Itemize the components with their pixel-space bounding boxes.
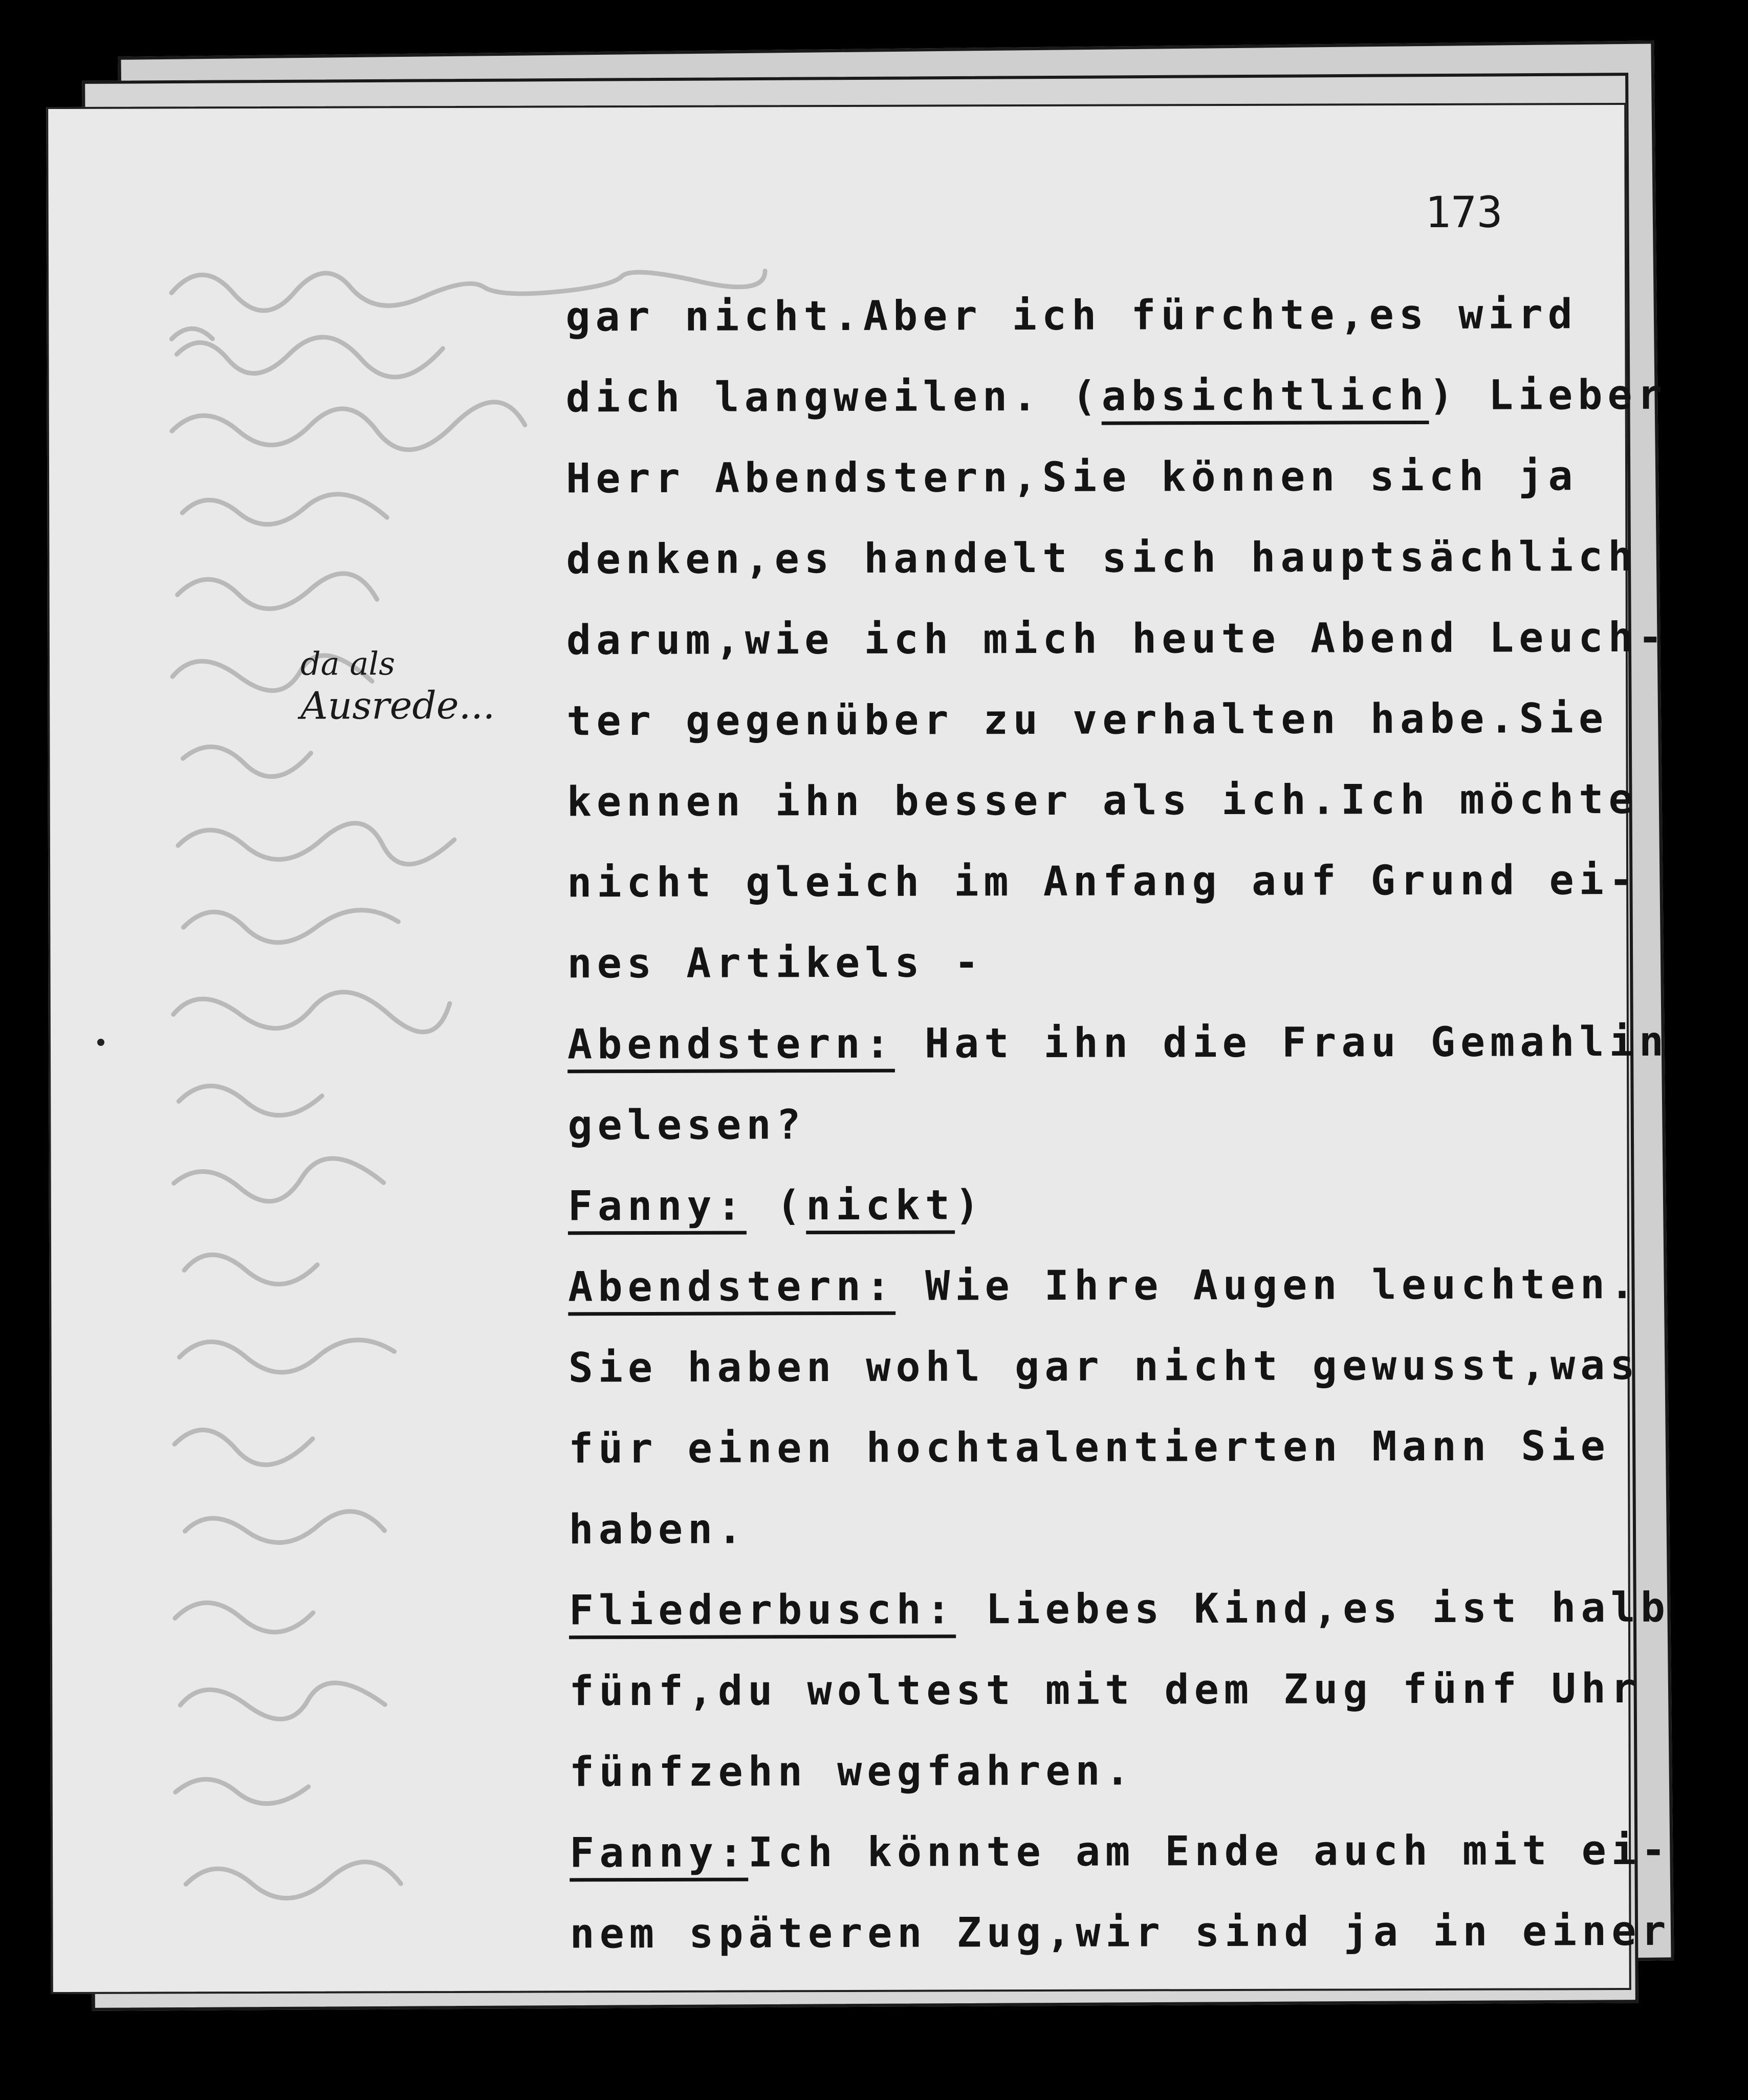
page-number: 173 xyxy=(1425,187,1503,237)
line-text: Ich könnte am Ende auch mit ei- xyxy=(748,1826,1671,1876)
line-text: kennen ihn besser als ich.Ich möchte xyxy=(566,775,1638,826)
text-line xyxy=(568,1163,1617,1246)
speaker-name: Fliederbusch: xyxy=(569,1585,956,1634)
text-line xyxy=(568,1325,1640,1408)
line-text: nem späteren Zug,wir sind ja in einer xyxy=(570,1907,1671,1958)
line-text: Herr Abendstern,Sie können sich ja xyxy=(565,452,1578,502)
line-text: denken,es handelt sich hauptsächlich xyxy=(566,532,1638,583)
text-line xyxy=(570,1891,1671,1974)
line-text: ) xyxy=(954,1181,985,1229)
line-text: Hat ihn die Frau Gemahlin xyxy=(894,1017,1669,1067)
stage-direction: nickt xyxy=(805,1181,955,1230)
line-text: fünfzehn wegfahren. xyxy=(569,1746,1135,1796)
text-line xyxy=(566,435,1615,519)
text-line xyxy=(566,678,1615,761)
speaker-name: Fanny: xyxy=(569,1828,749,1877)
text-line xyxy=(569,1648,1641,1732)
line-text: Sie haben wohl gar nicht gewusst,was xyxy=(568,1341,1640,1392)
text-line xyxy=(566,597,1668,681)
text-line xyxy=(568,1244,1640,1327)
speaker-name: Fanny: xyxy=(567,1182,747,1230)
ink-speck xyxy=(97,1039,104,1046)
line-text: ter gegenüber zu verhalten habe.Sie xyxy=(566,694,1609,745)
line-text: Wie Ihre Augen leuchten. xyxy=(895,1260,1640,1310)
line-text: fünf,du woltest mit dem Zug fünf Uhr xyxy=(569,1664,1641,1715)
line-text: ( xyxy=(746,1182,806,1230)
line-text: Liebes Kind,es ist halb xyxy=(955,1583,1671,1633)
line-text: darum,wie ich mich heute Abend Leuch- xyxy=(566,613,1668,664)
text-line xyxy=(569,1810,1671,1893)
text-line xyxy=(569,1567,1671,1651)
text-line xyxy=(567,921,1616,1004)
text-line xyxy=(565,274,1614,357)
margin-note-line1: da als xyxy=(300,645,396,683)
speaker-name: Abendstern: xyxy=(568,1262,896,1311)
text-line xyxy=(566,759,1638,842)
line-text: haben. xyxy=(569,1505,748,1554)
line-text: gelesen? xyxy=(567,1101,806,1149)
text-line xyxy=(567,840,1639,923)
handwritten-margin-note xyxy=(300,643,495,727)
text-line xyxy=(567,1082,1616,1166)
text-line xyxy=(569,1406,1618,1489)
text-line xyxy=(567,1001,1669,1085)
typescript-text xyxy=(565,274,1671,1974)
text-line xyxy=(569,1729,1618,1812)
line-text: gar nicht.Aber ich fürchte,es wird xyxy=(565,290,1578,341)
margin-note-line2: Ausrede... xyxy=(300,683,495,728)
manuscript-page xyxy=(46,103,1671,1994)
text-line xyxy=(565,355,1667,438)
line-text: nes Artikels - xyxy=(567,938,984,988)
text-line xyxy=(569,1486,1618,1570)
line-text: dich langweilen. ( xyxy=(565,372,1102,422)
stage-direction: absichtlich xyxy=(1101,371,1429,420)
line-text: ) Lieber xyxy=(1429,370,1667,419)
line-text: für einen hochtalentierten Mann Sie xyxy=(568,1422,1610,1473)
line-text: nicht gleich im Anfang auf Grund ei- xyxy=(567,856,1639,907)
text-line xyxy=(566,516,1638,600)
speaker-name: Abendstern: xyxy=(567,1019,895,1068)
